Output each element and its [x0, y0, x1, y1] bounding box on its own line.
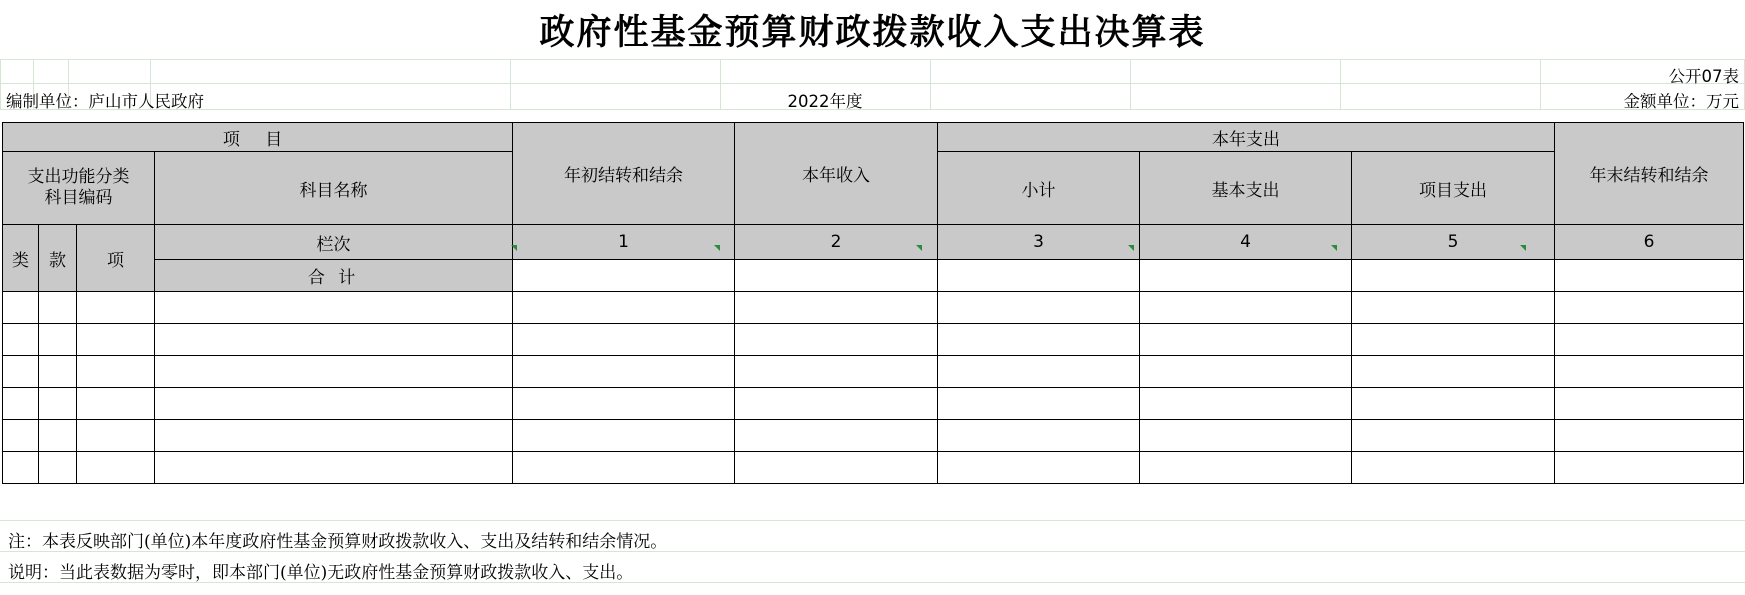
grid-line — [0, 520, 1745, 521]
cell-end[interactable] — [1555, 356, 1744, 388]
cell-subtotal[interactable] — [938, 356, 1140, 388]
cell-project[interactable] — [1352, 292, 1555, 324]
table-row — [3, 420, 1744, 452]
grid-line — [1340, 59, 1341, 109]
grid-line — [1130, 59, 1131, 109]
cell-basic[interactable] — [1140, 356, 1352, 388]
header-begin-balance-label: 年初结转和结余 — [564, 166, 684, 186]
lane-number-4: 4 — [1140, 225, 1352, 260]
header-expense-group: 本年支出 — [938, 123, 1555, 152]
cell-income[interactable] — [735, 292, 938, 324]
lane-number-5: 5 — [1352, 225, 1555, 260]
header-project-expense: 项目支出 — [1352, 152, 1555, 225]
cell-item[interactable] — [77, 388, 155, 420]
cell-class[interactable] — [3, 356, 39, 388]
cell-income[interactable] — [735, 452, 938, 484]
page-title: 政府性基金预算财政拨款收入支出决算表 — [539, 12, 1206, 53]
cell-income[interactable] — [735, 420, 938, 452]
note-line-2: 说明：当此表数据为零时，即本部门(单位)无政府性基金预算财政拨款收入、支出。 — [8, 563, 634, 583]
header-sub-section: 款 — [39, 225, 77, 292]
cell-basic[interactable] — [1140, 324, 1352, 356]
header-end-balance-label: 年末结转和结余 — [1589, 166, 1709, 186]
header-sub-item: 项 — [77, 225, 155, 292]
lane-number-2: 2 — [735, 225, 938, 260]
header-year-income — [735, 123, 938, 225]
cell-item[interactable] — [77, 292, 155, 324]
table-row — [3, 292, 1744, 324]
cell-begin[interactable] — [513, 452, 735, 484]
cell-section[interactable] — [39, 420, 77, 452]
total-subtotal[interactable] — [938, 260, 1140, 292]
header-end-balance — [1555, 123, 1744, 225]
total-basic-expense[interactable] — [1140, 260, 1352, 292]
cell-name[interactable] — [155, 324, 513, 356]
cell-subtotal[interactable] — [938, 292, 1140, 324]
cell-income[interactable] — [735, 356, 938, 388]
cell-item[interactable] — [77, 356, 155, 388]
cell-comment-tick-icon — [714, 245, 720, 251]
cell-end[interactable] — [1555, 292, 1744, 324]
cell-name[interactable] — [155, 292, 513, 324]
page-title-row — [0, 0, 1745, 60]
cell-begin[interactable] — [513, 388, 735, 420]
cell-comment-tick-icon — [1331, 245, 1337, 251]
total-end-balance[interactable] — [1555, 260, 1744, 292]
cell-subtotal[interactable] — [938, 452, 1140, 484]
lane-number-1: 1 — [513, 225, 735, 260]
cell-class[interactable] — [3, 420, 39, 452]
cell-end[interactable] — [1555, 452, 1744, 484]
cell-class[interactable] — [3, 452, 39, 484]
total-year-income[interactable] — [735, 260, 938, 292]
cell-comment-tick-icon — [916, 245, 922, 251]
note-line-1: 注：本表反映部门(单位)本年度政府性基金预算财政拨款收入、支出及结转和结余情况。 — [8, 532, 668, 552]
amount-unit-label: 金额单位：万元 — [1623, 92, 1739, 111]
form-code: 公开07表 — [1668, 67, 1739, 86]
header-subtotal: 小计 — [938, 152, 1140, 225]
header-function-code-line1: 支出功能分类 — [27, 166, 130, 187]
table-row — [3, 324, 1744, 356]
header-item-group: 项 目 — [3, 123, 513, 152]
fiscal-year: 2022年度 — [787, 92, 863, 111]
header-begin-balance — [513, 123, 735, 225]
cell-end[interactable] — [1555, 324, 1744, 356]
header-lane-label: 栏次 — [155, 225, 513, 260]
cell-subtotal[interactable] — [938, 388, 1140, 420]
cell-end[interactable] — [1555, 388, 1744, 420]
table-row — [3, 356, 1744, 388]
lane-number-6: 6 — [1555, 225, 1744, 260]
cell-section[interactable] — [39, 324, 77, 356]
cell-project[interactable] — [1352, 356, 1555, 388]
cell-project[interactable] — [1352, 452, 1555, 484]
cell-item[interactable] — [77, 420, 155, 452]
cell-begin[interactable] — [513, 420, 735, 452]
cell-income[interactable] — [735, 388, 938, 420]
header-function-code-line2: 科目编码 — [44, 188, 113, 208]
compiler-unit-label: 编制单位：庐山市人民政府 — [6, 92, 204, 111]
total-begin-balance[interactable] — [513, 260, 735, 292]
cell-class[interactable] — [3, 388, 39, 420]
cell-comment-tick-icon — [511, 245, 517, 251]
cell-subtotal[interactable] — [938, 420, 1140, 452]
cell-name[interactable] — [155, 420, 513, 452]
table-row — [3, 388, 1744, 420]
cell-begin[interactable] — [513, 356, 735, 388]
cell-begin[interactable] — [513, 292, 735, 324]
cell-subtotal[interactable] — [938, 324, 1140, 356]
cell-name[interactable] — [155, 452, 513, 484]
header-sub-class: 类 — [3, 225, 39, 292]
cell-section[interactable] — [39, 452, 77, 484]
cell-income[interactable] — [735, 324, 938, 356]
cell-comment-tick-icon — [1520, 245, 1526, 251]
total-row-label: 合 计 — [155, 260, 513, 292]
cell-end[interactable] — [1555, 420, 1744, 452]
cell-item[interactable] — [77, 452, 155, 484]
cell-section[interactable] — [39, 388, 77, 420]
cell-section[interactable] — [39, 356, 77, 388]
total-project-expense[interactable] — [1352, 260, 1555, 292]
decision-table — [2, 122, 1744, 484]
header-function-code — [3, 152, 155, 225]
grid-line — [930, 59, 931, 109]
header-year-income-label: 本年收入 — [802, 166, 871, 186]
cell-project[interactable] — [1352, 388, 1555, 420]
cell-class[interactable] — [3, 324, 39, 356]
cell-name[interactable] — [155, 388, 513, 420]
cell-begin[interactable] — [513, 324, 735, 356]
cell-basic[interactable] — [1140, 420, 1352, 452]
grid-line — [510, 59, 511, 109]
grid-line — [0, 59, 1, 109]
cell-basic[interactable] — [1140, 452, 1352, 484]
cell-item[interactable] — [77, 324, 155, 356]
cell-basic[interactable] — [1140, 388, 1352, 420]
cell-project[interactable] — [1352, 420, 1555, 452]
table-row — [3, 452, 1744, 484]
header-basic-expense: 基本支出 — [1140, 152, 1352, 225]
cell-section[interactable] — [39, 292, 77, 324]
header-subject-name: 科目名称 — [155, 152, 513, 225]
cell-name[interactable] — [155, 356, 513, 388]
cell-basic[interactable] — [1140, 292, 1352, 324]
cell-comment-tick-icon — [1128, 245, 1134, 251]
lane-number-3: 3 — [938, 225, 1140, 260]
cell-project[interactable] — [1352, 324, 1555, 356]
cell-class[interactable] — [3, 292, 39, 324]
